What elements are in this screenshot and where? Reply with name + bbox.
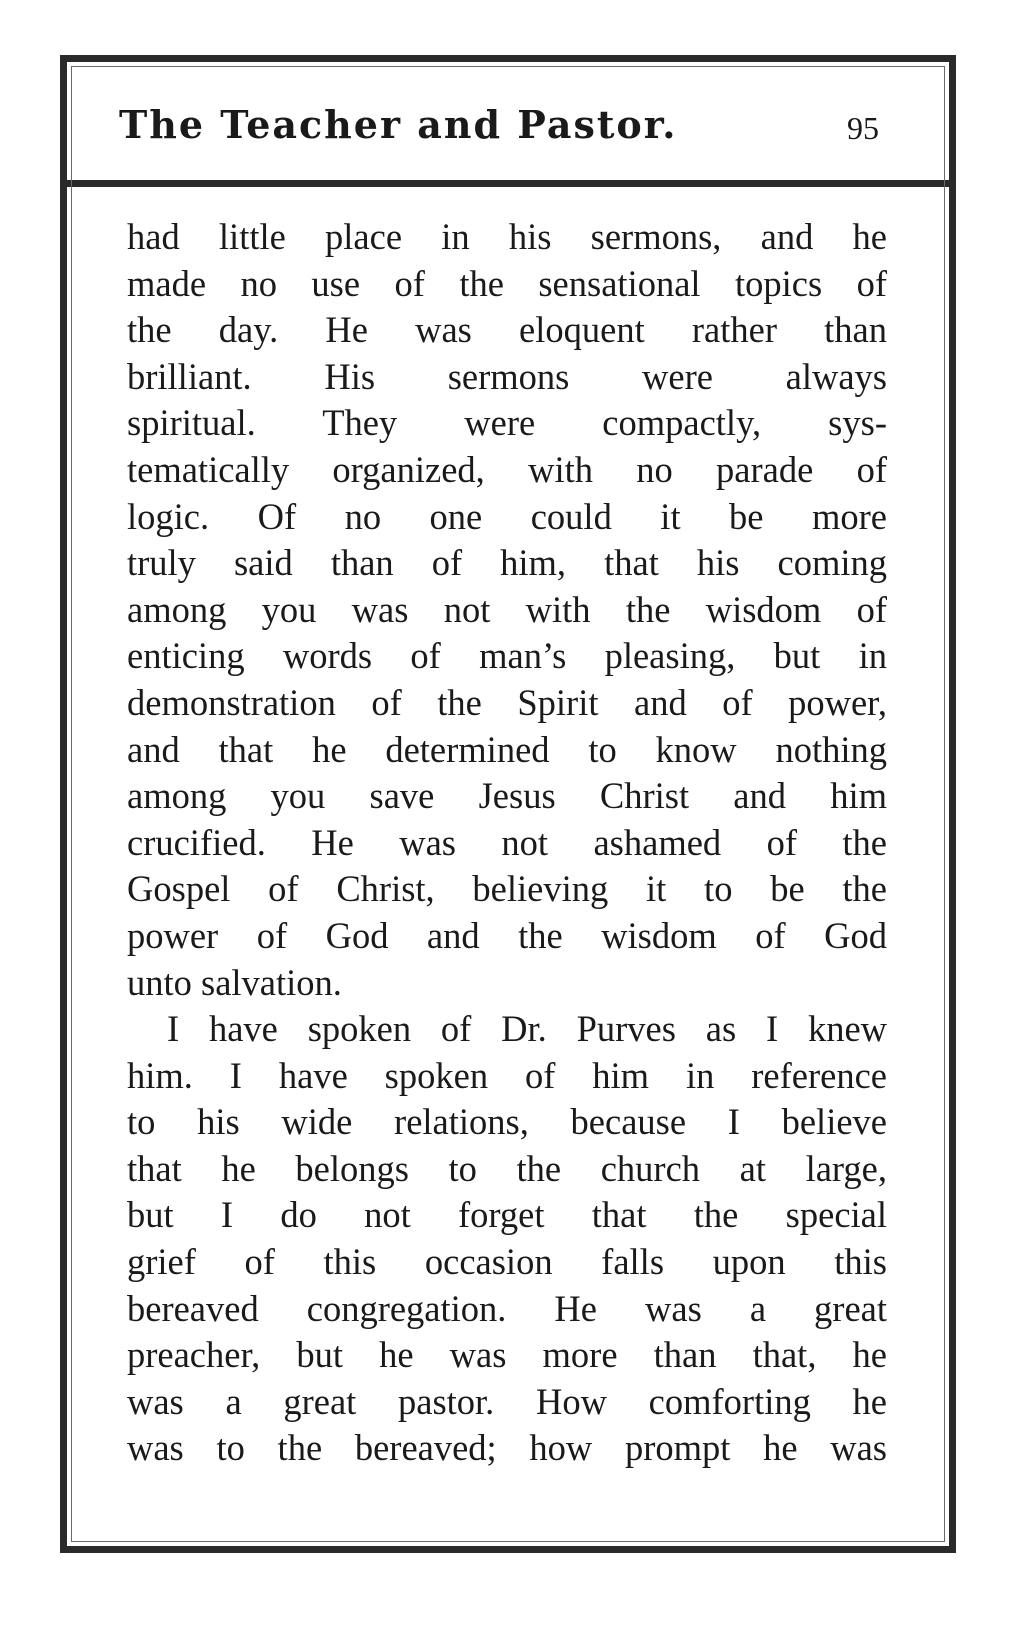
text-line: logic. Of no one could it be more [127,495,887,537]
text-line: preacher, but he was more than that, he [127,1334,887,1376]
text-line: spiritual. They were compactly, sys- [127,402,887,444]
text-line: tematically organized, with no parade of [127,448,887,490]
text-line: grief of this occasion falls upon this [127,1241,887,1283]
text-line: crucified. He was not ashamed of the [127,821,887,863]
page-number: 95 [847,110,879,146]
running-header [67,62,949,187]
text-line: was a great pastor. How comforting he [127,1380,887,1422]
text-line: to his wide relations, because I believe [127,1101,887,1143]
text-line: that he belongs to the church at large, [127,1147,887,1189]
text-line: him. I have spoken of him in reference [127,1054,887,1096]
text-line: truly said than of him, that his coming [127,542,887,584]
text-line: among you was not with the wisdom of [127,588,887,630]
text-line: had little place in his sermons, and he [127,216,887,257]
text-line: unto salvation. [127,961,342,1003]
text-line: the day. He was eloquent rather than [127,309,887,351]
page-border-frame [60,55,956,1553]
text-line: power of God and the wisdom of God [127,914,887,956]
text-line: bereaved congregation. He was a great [127,1287,887,1329]
text-line: demonstration of the Spirit and of power, [127,681,887,723]
text-line: among you save Jesus Christ and him [127,775,887,817]
text-line: was to the bereaved; how prompt he was [127,1427,887,1469]
text-line: I have spoken of Dr. Purves as I knew [167,1008,887,1050]
text-line: Gospel of Christ, believing it to be the [127,868,887,910]
text-line: and that he determined to know nothing [127,728,887,770]
text-line: but I do not forget that the special [127,1194,887,1236]
running-header-title: The Teacher and Pastor. [119,102,678,147]
body-text [127,214,887,1472]
text-line: brilliant. His sermons were always [127,355,887,397]
text-line: made no use of the sensational topics of [127,262,887,304]
text-line: enticing words of man’s pleasing, but in [127,635,887,677]
